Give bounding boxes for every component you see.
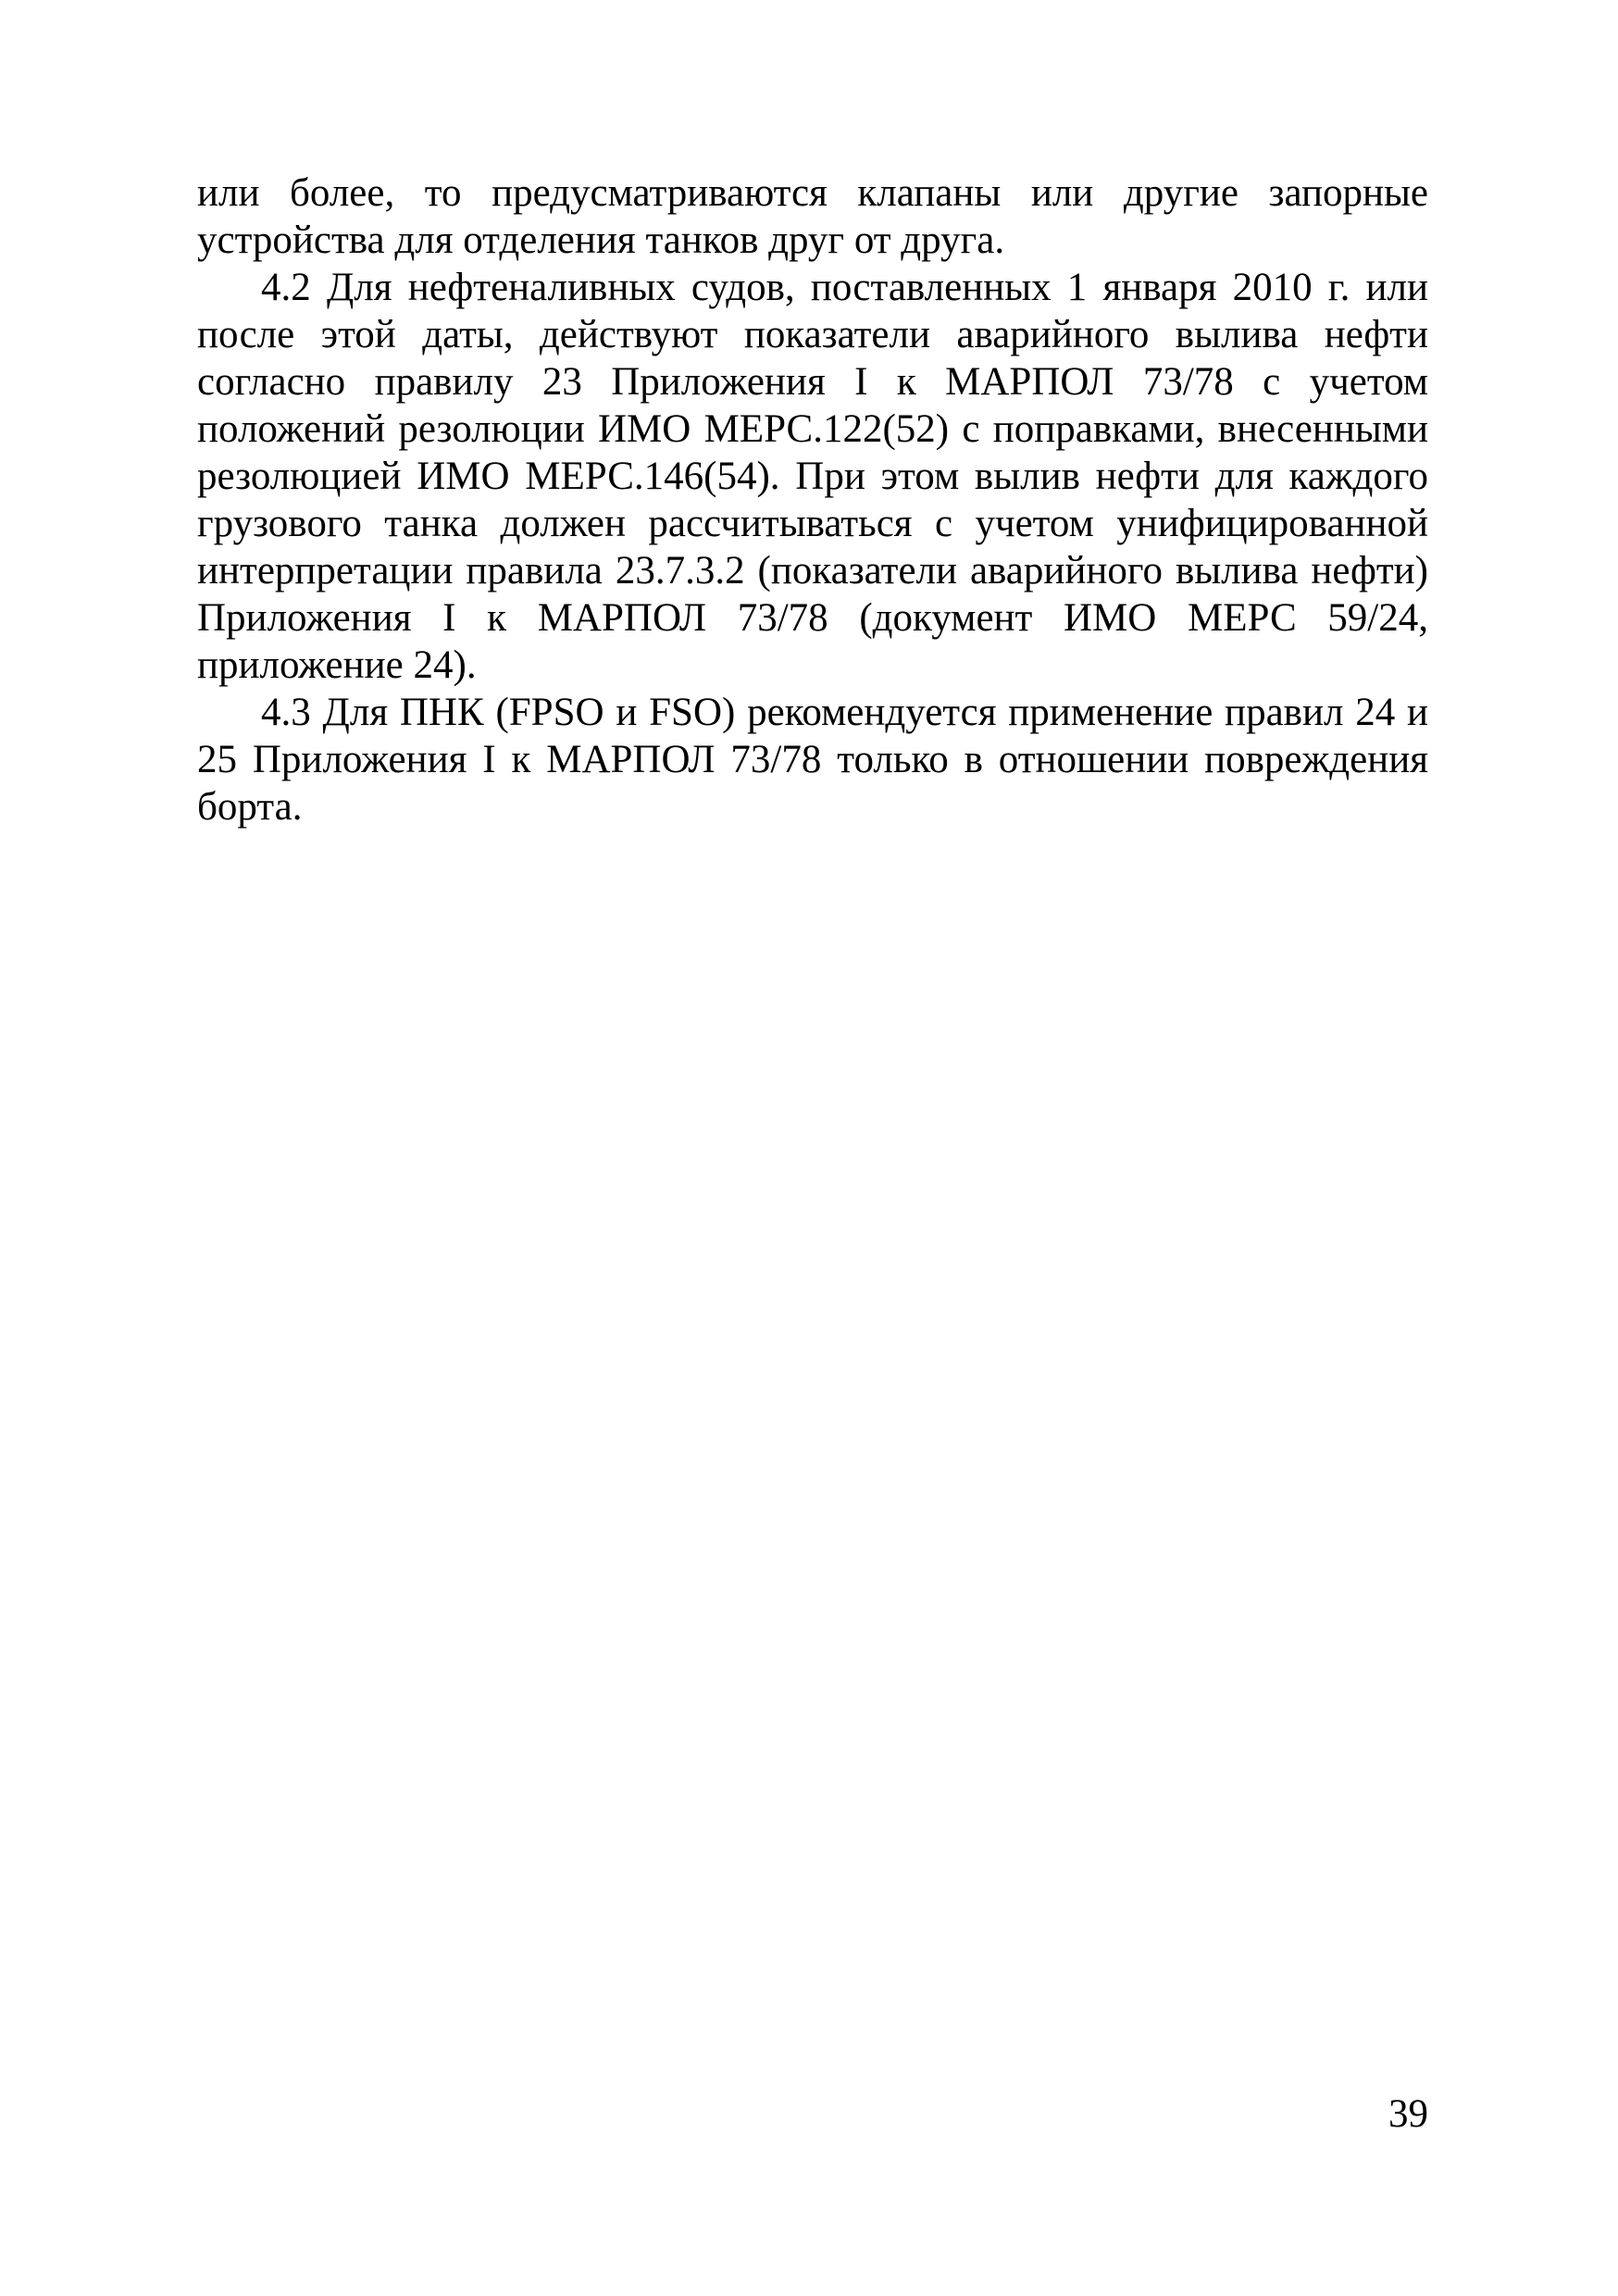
- paragraph-4-3: 4.3 Для ПНК (FPSO и FSO) рекомендуется применение правил 24 и 25 Приложения I к МАРПОЛ 73/78 только в отношении повреждения борта.: [197, 691, 1428, 829]
- paragraph-4-2: 4.2 Для нефтеналивных судов, поставленных 1 января 2010 г. или после этой даты, действуют показатели аварийного вылива нефти согласно правилу 23 Приложения I к МАРПОЛ 73/78 с учетом положений резолюции ИМО МЕРС.122(52) с поправками, внесенными резолюцией ИМО МЕРС.146(54). При этом вылив нефти для каждого грузового танка должен рассчитываться с учетом унифицированной интерпретации правила 23.7.3.2 (показатели аварийного вылива нефти) Приложения I к МАРПОЛ 73/78 (документ ИМО МЕРС 59/24, приложение 24).: [197, 266, 1428, 687]
- body-text: [197, 169, 1428, 830]
- paragraph-continuation: или более, то предусматриваются клапаны или другие запорные устройства для отделения танков друг от друга.: [197, 171, 1428, 262]
- page-number: 39: [1388, 2092, 1428, 2136]
